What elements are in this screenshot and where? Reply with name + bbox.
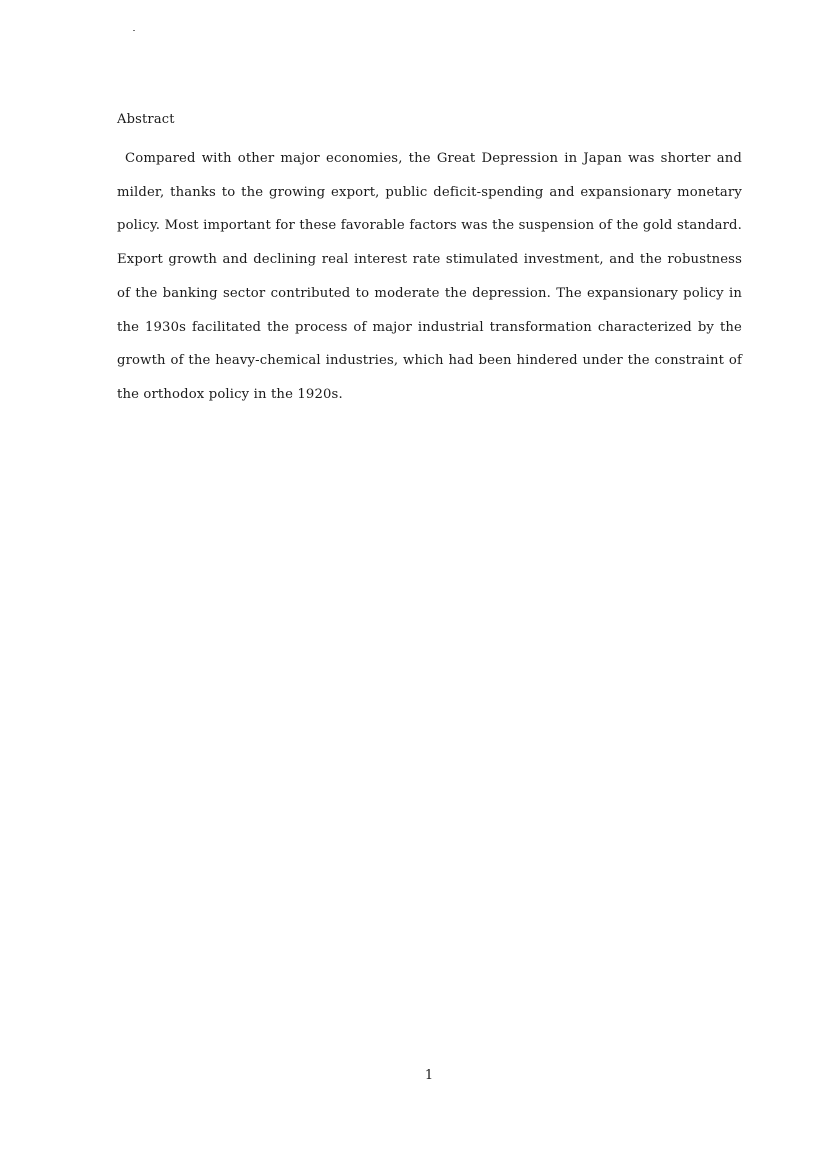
- scan-speck: [133, 30, 135, 31]
- abstract-heading: Abstract: [117, 112, 175, 127]
- page-number: 1: [424, 1068, 434, 1083]
- abstract-paragraph: Compared with other major economies, the Great Depression in Japan was shorter and milder, thanks to the growing export, public deficit-spending and expansionary monetary policy. Most important for these favorable factors was the suspension of the gold standard. Export growth and declining real interest rate stimulated investment, and the robustness of the banking sector contributed to moderate the depression. The expansionary policy in the 1930s facilitated the process of major industrial transformation characterized by the growth of the heavy-chemical industries, which had been hindered under the constraint of the orthodox policy in the 1920s.: [117, 151, 742, 402]
